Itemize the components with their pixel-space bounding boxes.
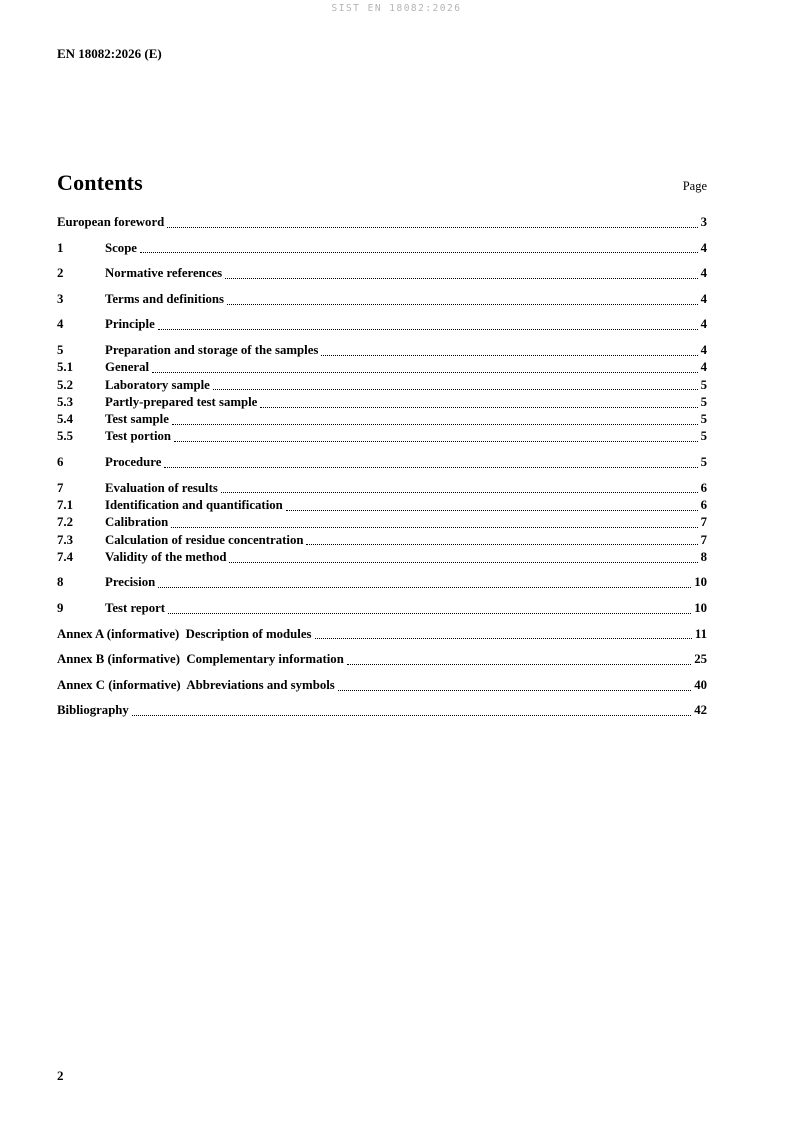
toc-entry-page: 4 <box>700 317 707 332</box>
toc-entry-page: 8 <box>700 549 707 564</box>
toc-entry-title: Calibration <box>105 515 169 530</box>
toc-leader <box>221 492 698 493</box>
toc-entry[interactable] <box>57 514 707 531</box>
toc-entry-title: Test report <box>105 601 166 616</box>
toc-entry[interactable] <box>57 626 707 643</box>
toc-entry-page: 5 <box>700 429 707 444</box>
toc-entry-number: 7.1 <box>57 497 73 512</box>
toc-entry-number: 5.2 <box>57 377 73 392</box>
toc-entry-title: Evaluation of results <box>105 480 218 495</box>
toc-leader <box>167 227 697 228</box>
toc-entry-number: 1 <box>57 240 64 255</box>
footer-page-number: 2 <box>57 1068 64 1083</box>
toc-entry-title: Normative references <box>105 266 223 281</box>
toc-entry[interactable] <box>57 377 707 394</box>
toc-entry-title: Bibliography <box>57 703 129 718</box>
toc-entry-title: Calculation of residue concentration <box>105 532 304 547</box>
toc-entry-page: 7 <box>700 532 707 547</box>
toc-entry-number: 3 <box>57 291 64 306</box>
toc-leader <box>229 562 697 563</box>
toc-entry-page: 40 <box>694 677 707 692</box>
toc-entry-title: Precision <box>105 575 156 590</box>
toc-leader <box>164 467 697 468</box>
toc-entry-title: Test sample <box>105 412 169 427</box>
toc-leader <box>174 441 698 442</box>
toc-leader <box>347 664 691 665</box>
toc-entry-page: 6 <box>700 480 707 495</box>
toc-entry[interactable] <box>57 702 707 719</box>
toc-entry-title: Identification and quantification <box>105 497 283 512</box>
toc-leader <box>260 407 697 408</box>
toc-entry-number: 6 <box>57 455 64 470</box>
toc-leader <box>338 690 691 691</box>
toc-entry-number: 9 <box>57 601 64 616</box>
toc-entry-title: Principle <box>105 317 155 332</box>
toc-entry[interactable] <box>57 394 707 411</box>
toc-entry-title: Validity of the method <box>105 549 227 564</box>
toc-entry-number: 5 <box>57 342 64 357</box>
toc-entry-page: 5 <box>700 455 707 470</box>
toc-entry[interactable] <box>57 454 707 471</box>
toc-entry[interactable] <box>57 574 707 591</box>
toc-entry[interactable] <box>57 265 707 282</box>
toc-leader <box>158 329 698 330</box>
toc-entry-title: Partly-prepared test sample <box>105 394 258 409</box>
contents-header <box>57 170 707 196</box>
toc-entry[interactable] <box>57 549 707 566</box>
watermark-text: SIST EN 18082:2026 <box>331 3 462 14</box>
toc-entry[interactable] <box>57 497 707 514</box>
page-column-label: Page <box>682 179 707 193</box>
toc-entry-page: 4 <box>700 240 707 255</box>
toc-entry[interactable] <box>57 214 707 231</box>
document-reference: EN 18082:2026 (E) <box>57 46 162 61</box>
toc-leader <box>172 424 698 425</box>
toc-entry-page: 10 <box>694 601 707 616</box>
toc-entry[interactable] <box>57 240 707 257</box>
toc-leader <box>158 587 691 588</box>
toc-entry-page: 4 <box>700 360 707 375</box>
toc-entry[interactable] <box>57 677 707 694</box>
toc-entry-number: 5.5 <box>57 429 73 444</box>
toc-leader <box>321 355 697 356</box>
toc-entry[interactable] <box>57 480 707 497</box>
toc-entry-page: 5 <box>700 412 707 427</box>
toc-entry-page: 10 <box>694 575 707 590</box>
toc-entry-title: Terms and definitions <box>105 291 224 306</box>
toc-entry-page: 7 <box>700 515 707 530</box>
toc-entry[interactable] <box>57 428 707 445</box>
toc-entry-number: 4 <box>57 317 64 332</box>
toc-entry[interactable] <box>57 316 707 333</box>
toc-entry-number: 7 <box>57 480 64 495</box>
toc-entry-title: Preparation and storage of the samples <box>105 342 319 357</box>
toc-entry-number: 2 <box>57 266 64 281</box>
toc-entry-number: 5.4 <box>57 412 73 427</box>
toc-entry-page: 11 <box>694 626 707 641</box>
toc-entry-number: 5.3 <box>57 394 73 409</box>
toc-entry-page: 3 <box>700 215 707 229</box>
toc-entry[interactable] <box>57 532 707 549</box>
toc-leader <box>168 613 691 614</box>
toc-entry-page: 5 <box>700 394 707 409</box>
toc-entry-title: Annex C (informative) Abbreviations and symbols <box>57 677 335 692</box>
toc-entry[interactable] <box>57 342 707 359</box>
toc-entry-title: European foreword <box>57 215 165 229</box>
toc-leader <box>225 278 697 279</box>
toc-entry[interactable] <box>57 359 707 376</box>
toc-entry-number: 7.3 <box>57 532 73 547</box>
toc-entry[interactable] <box>57 411 707 428</box>
toc-entry-title: Annex B (informative) Complementary information <box>57 652 344 667</box>
contents-title: Contents <box>57 170 143 195</box>
toc-entry-page: 42 <box>694 703 707 718</box>
toc-entry-page: 6 <box>700 497 707 512</box>
toc-leader <box>171 527 697 528</box>
toc-entry-page: 4 <box>700 342 707 357</box>
toc-entry[interactable] <box>57 291 707 308</box>
toc-entry-page: 5 <box>700 377 707 392</box>
toc-entry-number: 7.2 <box>57 515 73 530</box>
toc-entry-title: Laboratory sample <box>105 377 210 392</box>
toc-leader <box>306 544 697 545</box>
toc-entry-title: Scope <box>105 240 137 255</box>
toc-leader <box>286 510 698 511</box>
toc-entry[interactable] <box>57 600 707 617</box>
toc-leader <box>140 252 698 253</box>
toc-leader <box>315 638 692 639</box>
toc-entry-title: Procedure <box>105 455 162 470</box>
toc-entry-title: Annex A (informative) Description of modules <box>57 626 312 641</box>
toc-entry-number: 8 <box>57 575 64 590</box>
toc-leader <box>213 389 698 390</box>
toc-leader <box>152 372 698 373</box>
toc-entry[interactable] <box>57 651 707 668</box>
toc-entry-page: 4 <box>700 266 707 281</box>
toc-leader <box>227 304 698 305</box>
toc-leader <box>132 715 691 716</box>
toc-entry-page: 25 <box>694 652 707 667</box>
toc-entry-number: 5.1 <box>57 360 73 375</box>
toc-entry-number: 7.4 <box>57 549 73 564</box>
toc-entry-title: General <box>105 360 150 375</box>
toc-list <box>57 214 707 720</box>
toc-entry-title: Test portion <box>105 429 172 444</box>
toc-entry-page: 4 <box>700 291 707 306</box>
